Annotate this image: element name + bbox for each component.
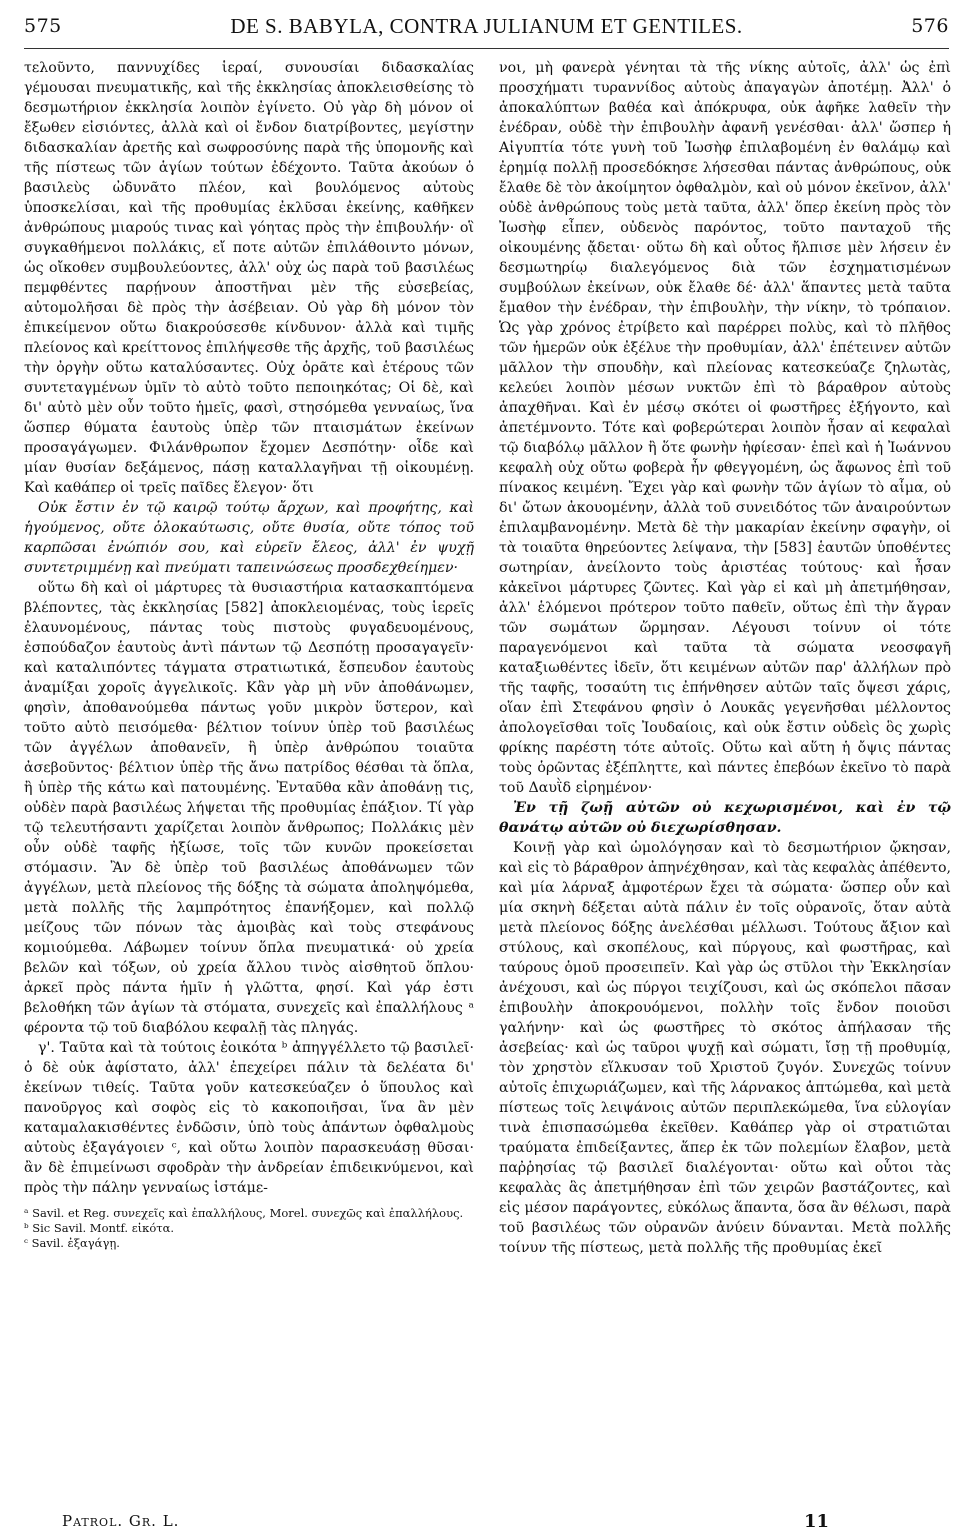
footnote-a: ᵃ Savil. et Reg. συνεχεῖς καὶ ἐπαλλήλους, Morel. συνεχῶς καὶ ἐπαλλήλους. <box>24 1206 464 1220</box>
right-paragraph-1: νοι, μὴ φανερὰ γένηται τὰ τῆς νίκης αὐτοῖς, ἀλλ' ὡς ἐπὶ προσχήματι τυραννίδος αὐτοὺς ἀπαγαγὼν ἀποτέμῃ. Ἀλλ' ὁ ἀποκαλύπτων βαθέα καὶ ἀπόκρυφα, οὐκ ἀφῆκε λαθεῖν τὴν ἐνέδραν, οὐδὲ τὴν ἐπιβουλὴν ἀφανῆ γενέσθαι· ἀλλ' ὥσπερ ἡ Αἰγυπτία τότε γυνὴ τοῦ Ἰωσὴφ ἐπιλαβομένη ἐν θαλάμῳ καὶ ἐρημίᾳ πολλῇ προσεδόκησε λήσεσθαι πάντας ἀνθρώπους, οὐκ ἔλαθε δὲ τὸν ἀκοίμητον ὀφθαλμὸν, καὶ οὐ μόνον ἐκεῖνον, ἀλλ' οὐδὲ ἀνθρώπους τοὺς μετὰ ταῦτα, ἀλλ' ὅπερ ἐκείνη πρὸς τὸν Ἰωσὴφ εἶπεν, οὐδενὸς παρόντος, τοῦτο πανταχοῦ τῆς οἰκουμένης ᾄδεται· οὕτω δὴ καὶ οὗτος ἤλπισε μὲν λήσειν ἐν δεσμωτηρίῳ διαλεγόμενος διὰ τῶν ἐσχηματισμένων συμβούλων ἐκείνων, οὐκ ἔλαθε δέ· ἀλλ' ἅπαντες μετὰ ταῦτα ἔμαθον τὴν ἐνέδραν, τὴν ἐπιβουλὴν, τὴν νίκην, τὸ τρόπαιον. Ὡς γὰρ χρόνος ἐτρίβετο καὶ παρέρρει πολὺς, καὶ τὸ πλῆθος τῶν ἡμερῶν οὐκ ἐξέλυε τὴν προθυμίαν, ἀλλ' ἐπέτεινεν αὐτῶν μᾶλλον τὴν σπουδὴν, καὶ πλείονας κατεσκεύαζε ζηλωτὰς, κελεύει λοιπὸν μέσων νυκτῶν ἐπὶ τὸ βάραθρον αὐτοὺς ἀπαχθῆναι. Καὶ ἐν μέσῳ σκότει οἱ φωστῆρες ἐξήγοντο, καὶ ἀπετέμνοντο. Τότε καὶ φοβερώτεραι λοιπὸν ἦσαν αἱ κεφαλαὶ τῷ διαβόλῳ μᾶλλον ἢ ὅτε φωνὴν ἠφίεσαν· ἐπεὶ καὶ ἡ Ἰωάννου κεφαλὴ οὐχ οὕτω φοβερὰ ἦν φθεγγομένη, ὡς ἄφωνος ἐπὶ τοῦ πίνακος κειμένη. Ἔχει γὰρ καὶ φωνὴν τῶν ἁγίων τὸ αἷμα, οὐ δι' ὤτων ἀκουομένην, ἀλλὰ τοῦ συνειδότος τῶν ἀναιρούντων ἐπιλαμβανομένην. Μετὰ δὲ τὴν μακαρίαν ἐκείνην σφαγὴν, οἱ τὰ τοιαῦτα θηρεύοντες λείψανα, τὴν [583] ἑαυτῶν ὑποθέντες σωτηρίαν, ἀνείλοντο τοὺς ἀριστέας τούτους· καὶ ἦσαν κἀκεῖνοι μάρτυρες ζῶντες. Καὶ γὰρ εἰ καὶ μὴ ἀπετμήθησαν, ἀλλ' ἑλόμενοι πρότερον τοῦτο παθεῖν, οὕτως ἐπὶ τὴν ἄγραν τῶν σωμάτων ὥρμησαν. Λέγουσι τοίνυν οἱ τότε παραγενόμενοι καὶ ταῦτα τὰ σώματα νεοσφαγῆ καταξιωθέντες ἰδεῖν, ὅτι κειμένων αὐτῶν παρ' ἀλλήλων πρὸ τῆς ταφῆς, τοσαύτη τις ἐπήνθησεν αὐτῶν ταῖς ὄψεσι χάρις, οἵαν ἐπὶ Στεφάνου φησὶν ὁ Λουκᾶς γεγενῆσθαι μέλλοντος ἀπολογεῖσθαι τοῖς Ἰουδαίοις, καὶ οὐκ ἔστιν οὐδεὶς ὃς χωρὶς φρίκης παρέστη τότε αὐτοῖς. Οὕτω καὶ αὕτη ἡ ὄψις πάντας τοὺς ὁρῶντας ἐξέπληττε, καὶ πάντες ἐπεβόων ἐκεῖνο τὸ παρὰ τοῦ Δαυῒδ εἰρημένον· <box>499 60 951 796</box>
right-column <box>499 58 951 1258</box>
left-paragraph-2: οὕτω δὴ καὶ οἱ μάρτυρες τὰ θυσιαστήρια κατασκαπτόμενα βλέποντες, τὰς ἐκκλησίας [582] ἀποκλειομένας, τοὺς ἱερεῖς ἐλαυνομένους, πάντας τοὺς πιστοὺς φυγαδευομένους, ἐσπούδαζον ἑαυτοὺς ἀντὶ πάντων τῷ Δεσπότῃ προσαγαγεῖν· καὶ καταλιπόντες τάγματα στρατιωτικά, ἔσπευδον ἑαυτοὺς ἀναμίξαι χοροῖς ἀγγελικοῖς. Κἂν γὰρ μὴ νῦν ἀποθάνωμεν, φησὶν, ἀποθανούμεθα πάντως γοῦν μικρὸν ὕστερον, καὶ τοῦτο αὐτὸ πεισόμεθα· βέλτιον τοίνυν ὑπὲρ τοῦ βασιλέως τῶν ἀγγέλων ἀποθανεῖν, ἢ ὑπὲρ ἀνθρώπου τοιαῦτα ἀσεβοῦντος· βέλτιον ὑπὲρ τῆς ἄνω πατρίδος θέσθαι τὰ ὅπλα, ἢ ὑπὲρ τῆς κάτω καὶ πατουμένης. Ἐνταῦθα κἂν ἀποθάνῃ τις, οὐδὲν παρὰ βασιλέως λήψεται τῆς προθυμίας ἐπάξιον. Τί γὰρ τῷ τελευτήσαντι χαρίζεται λοιπὸν ἄνθρωπος; Πολλάκις μὲν οὖν οὐδὲ ταφῆς ἠξίωσε, τοῖς τῶν κυνῶν προκείσεται στόμασιν. Ἂν δὲ ὑπὲρ τοῦ βασιλέως ἀποθάνωμεν τῶν ἀγγέλων, μετὰ πλείονος τῆς δόξης τὰ σώματα ἀποληψόμεθα, μετὰ πολλῆς τῆς λαμπρότητος ἐπανήξομεν, καὶ πολλῷ μείζους τῶν πόνων τὰς ἀμοιβὰς καὶ τοὺς στεφάνους κομιούμεθα. Λάβωμεν τοίνυν ὅπλα πνευματικά· οὐ χρεία βελῶν καὶ τόξων, οὐ χρεία ἄλλου τινὸς αἰσθητοῦ ὅπλου· ἀρκεῖ πρὸς πάντα ἡμῖν ἡ γλῶττα, φησί. Καὶ γάρ ἐστι βελοθήκη τῶν ἁγίων τὰ στόματα, συνεχεῖς καὶ ἐπαλλήλους ᵃ φέροντα τῷ τοῦ διαβόλου κεφαλῇ τὰς πληγάς. <box>24 580 474 1036</box>
page-number-right: 576 <box>911 15 949 37</box>
running-header <box>24 6 949 46</box>
running-title: DE S. BABYLA, CONTRA JULIANUM ET GENTILES. <box>230 13 743 38</box>
footnote-b: ᵇ Sic Savil. Montf. εἰκότα. <box>24 1221 175 1235</box>
footnote-c: ᶜ Savil. ἐξαγάγῃ. <box>24 1236 120 1250</box>
left-column <box>24 58 474 1251</box>
quotation-daniel: Οὐκ ἔστιν ἐν τῷ καιρῷ τούτῳ ἄρχων, καὶ προφήτης, καὶ ἡγούμενος, οὔτε ὁλοκαύτωσις, οὔτε θυσία, οὔτε τόπος τοῦ καρπῶσαι ἐνώπιόν σου, καὶ εὑρεῖν ἔλεος, ἀλλ' ἐν ψυχῇ συντετριμμένῃ καὶ πνεύματι ταπεινώσεως προσδεχθείημεν· <box>24 500 474 576</box>
left-paragraph-3: γ'. Ταῦτα καὶ τὰ τούτοις ἐοικότα ᵇ ἀπηγγέλλετο τῷ βασιλεῖ· ὁ δὲ οὐκ ἀφίστατο, ἀλλ' ἐπεχείρει πάλιν τὰ δελέατα δι' ἐκείνων τιθείς. Ταῦτα γοῦν κατεσκεύαζεν ὁ ὕπουλος καὶ πανοῦργος καὶ σοφὸς εἰς τὸ κακοποιῆσαι, ἵνα ἂν μὲν καταμαλακισθέντες ἐνδῶσιν, ὑπὸ τοὺς ἁπάντων ὀφθαλμοὺς αὐτοὺς ἐξαγάγοιεν ᶜ, καὶ οὕτω λοιπὸν παρασκευάσῃ θῦσαι· ἂν δὲ ἐπιμείνωσι σφοδρὰν τὴν ἀνδρείαν ἐπιδεικνύμενοι, καὶ πρὸς τὴν πάλην γενναίως ἱστάμε- <box>24 1040 474 1196</box>
quotation-david: Ἐν τῇ ζωῇ αὐτῶν οὐ κεχωρισμένοι, καὶ ἐν τῷ θανάτῳ αὐτῶν οὐ διεχωρίσθησαν. <box>499 800 951 836</box>
page-number-left: 575 <box>24 15 62 37</box>
footnotes <box>24 1206 474 1251</box>
header-rule <box>24 48 949 49</box>
left-paragraph-1: τελοῦντο, παννυχίδες ἱεραί, συνουσίαι διδασκαλίας γέμουσαι πνευματικῆς, καὶ τῆς ἐκκλησίας ἀποκλεισθείσης τὸ δεσμωτήριον ἐκκλησία λοιπὸν ἐγίνετο. Οὐ γὰρ δὴ μόνον οἱ ἔξωθεν εἰσιόντες, ἀλλὰ καὶ οἱ ἔνδον διατρίβοντες, μεγίστην διδασκαλίαν ἀρετῆς καὶ σωφροσύνης παρὰ τῆς ὑπομονῆς καὶ τῆς πίστεως τῶν ἁγίων τούτων ἐδέχοντο. Ταῦτα ἀκούων ὁ βασιλεὺς ὠδυνᾶτο πλέον, καὶ βουλόμενος αὐτοὺς ὑποσκελίσαι, καὶ τῆς προθυμίας ἐκλῦσαι ἐκείνης, καθῆκεν ἀνθρώπους μιαρούς τινας καὶ γόητας πρὸς τὴν ἐπιβουλήν· οἳ συγκαθήμενοι πολλάκις, εἴ ποτε αὐτῶν ἐπιλάθοιντο μόνων, ὡς οἴκοθεν συμβουλεύοντες, ἀλλ' οὐχ ὡς παρὰ τοῦ βασιλέως πεμφθέντες παρῄνουν ἀποστῆναι μὲν τῆς εὐσεβείας, αὐτομολῆσαι δὲ πρὸς τὴν ἀσέβειαν. Οὐ γὰρ δὴ μόνον τὸν ἐπικείμενον οὕτω διακρούσεσθε κίνδυνον· ἀλλὰ καὶ τιμῆς πλείονος καὶ κρείττονος ἐπιλήψεσθε τῆς ἀρχῆς, τοῦ βασιλέως τὴν ὀργὴν οὕτω καταλύσαντες. Οὐχ ὁρᾶτε καὶ ἑτέρους τῶν συντεταγμένων ὑμῖν τὸ αὐτὸ τοῦτο πεποιηκότας; Οἱ δὲ, καὶ δι' αὐτὸ μὲν οὖν τοῦτο ἡμεῖς, φασὶ, στησόμεθα γενναίως, ἵνα ὥσπερ θύματα ἑαυτοὺς ὑπὲρ τῶν πταισμάτων ἐκείνων προσαγάγωμεν. Φιλάνθρωπον ἔχομεν Δεσπότην· οἶδε καὶ μίαν θυσίαν δεξάμενος, πάσῃ καταλλαγῆναι τῇ οἰκουμένῃ. Καὶ καθάπερ οἱ τρεῖς παῖδες ἔλεγον· ὅτι <box>24 60 474 496</box>
printer-signature: Patrol. Gr. L. <box>62 1512 180 1530</box>
sheet-number: 11 <box>804 1511 830 1532</box>
right-paragraph-2: Κοινῇ γὰρ καὶ ὡμολόγησαν καὶ τὸ δεσμωτήριον ᾤκησαν, καὶ εἰς τὸ βάραθρον ἀπηνέχθησαν, καὶ τὰς κεφαλὰς ἀπέθεντο, καὶ μία λάρναξ ἀμφοτέρων ἔχει τὰ σώματα· ὥσπερ οὖν καὶ μία σκηνὴ δέξεται αὐτὰ πάλιν ἐν τοῖς οὐρανοῖς, ὅταν αὐτὰ μετὰ πλείονος δόξης ἀνελέσθαι μέλλωσι. Τούτους ἄξιον καὶ στύλους, καὶ σκοπέλους, καὶ πύργους, καὶ φωστῆρας, καὶ ταύρους ὁμοῦ προσειπεῖν. Καὶ γὰρ ὡς στῦλοι τὴν Ἐκκλησίαν ἀνέχουσι, καὶ ὡς πύργοι τειχίζουσι, καὶ ὡς σκόπελοι πᾶσαν ἐπιβουλὴν ἀποκρουόμενοι, πολλὴν τοῖς ἔνδον ποιοῦσι γαλήνην· καὶ ὡς φωστῆρες τὸ σκότος ἀπήλασαν τῆς ἀσεβείας· καὶ ὡς ταῦροι ψυχῇ καὶ σώματι, ἴσῃ τῇ προθυμίᾳ, τὸν χρηστὸν εἵλκυσαν τοῦ Χριστοῦ ζυγόν. Συνεχῶς τοίνυν αὐτοῖς ἐπιχωριάζωμεν, καὶ τῆς λάρνακος ἁπτώμεθα, καὶ μετὰ πίστεως τοῖς λειψάνοις αὐτῶν περιπλεκώμεθα, ἵνα εὐλογίαν τινὰ ἐπισπασώμεθα ἐκεῖθεν. Καθάπερ γὰρ οἱ στρατιῶται τραύματα ἐπιδείξαντες, ἅπερ ἐκ τῶν πολεμίων ἔλαβον, μετὰ παῤῥησίας τῷ βασιλεῖ διαλέγονται· οὕτω καὶ οὗτοι τὰς κεφαλὰς ἃς ἀπετμήθησαν ἐπὶ τῶν χειρῶν βαστάζοντες, καὶ εἰς μέσον παράγοντες, εὐκόλως ἅπαντα, ὅσα ἂν θέλωσι, παρὰ τοῦ βασιλέως τῶν οὐρανῶν ἀνύειν δύνανται. Μετὰ πολλῆς τοίνυν τῆς πίστεως, μετὰ πολλῆς τῆς προθυμίας ἐκεῖ <box>499 840 951 1256</box>
